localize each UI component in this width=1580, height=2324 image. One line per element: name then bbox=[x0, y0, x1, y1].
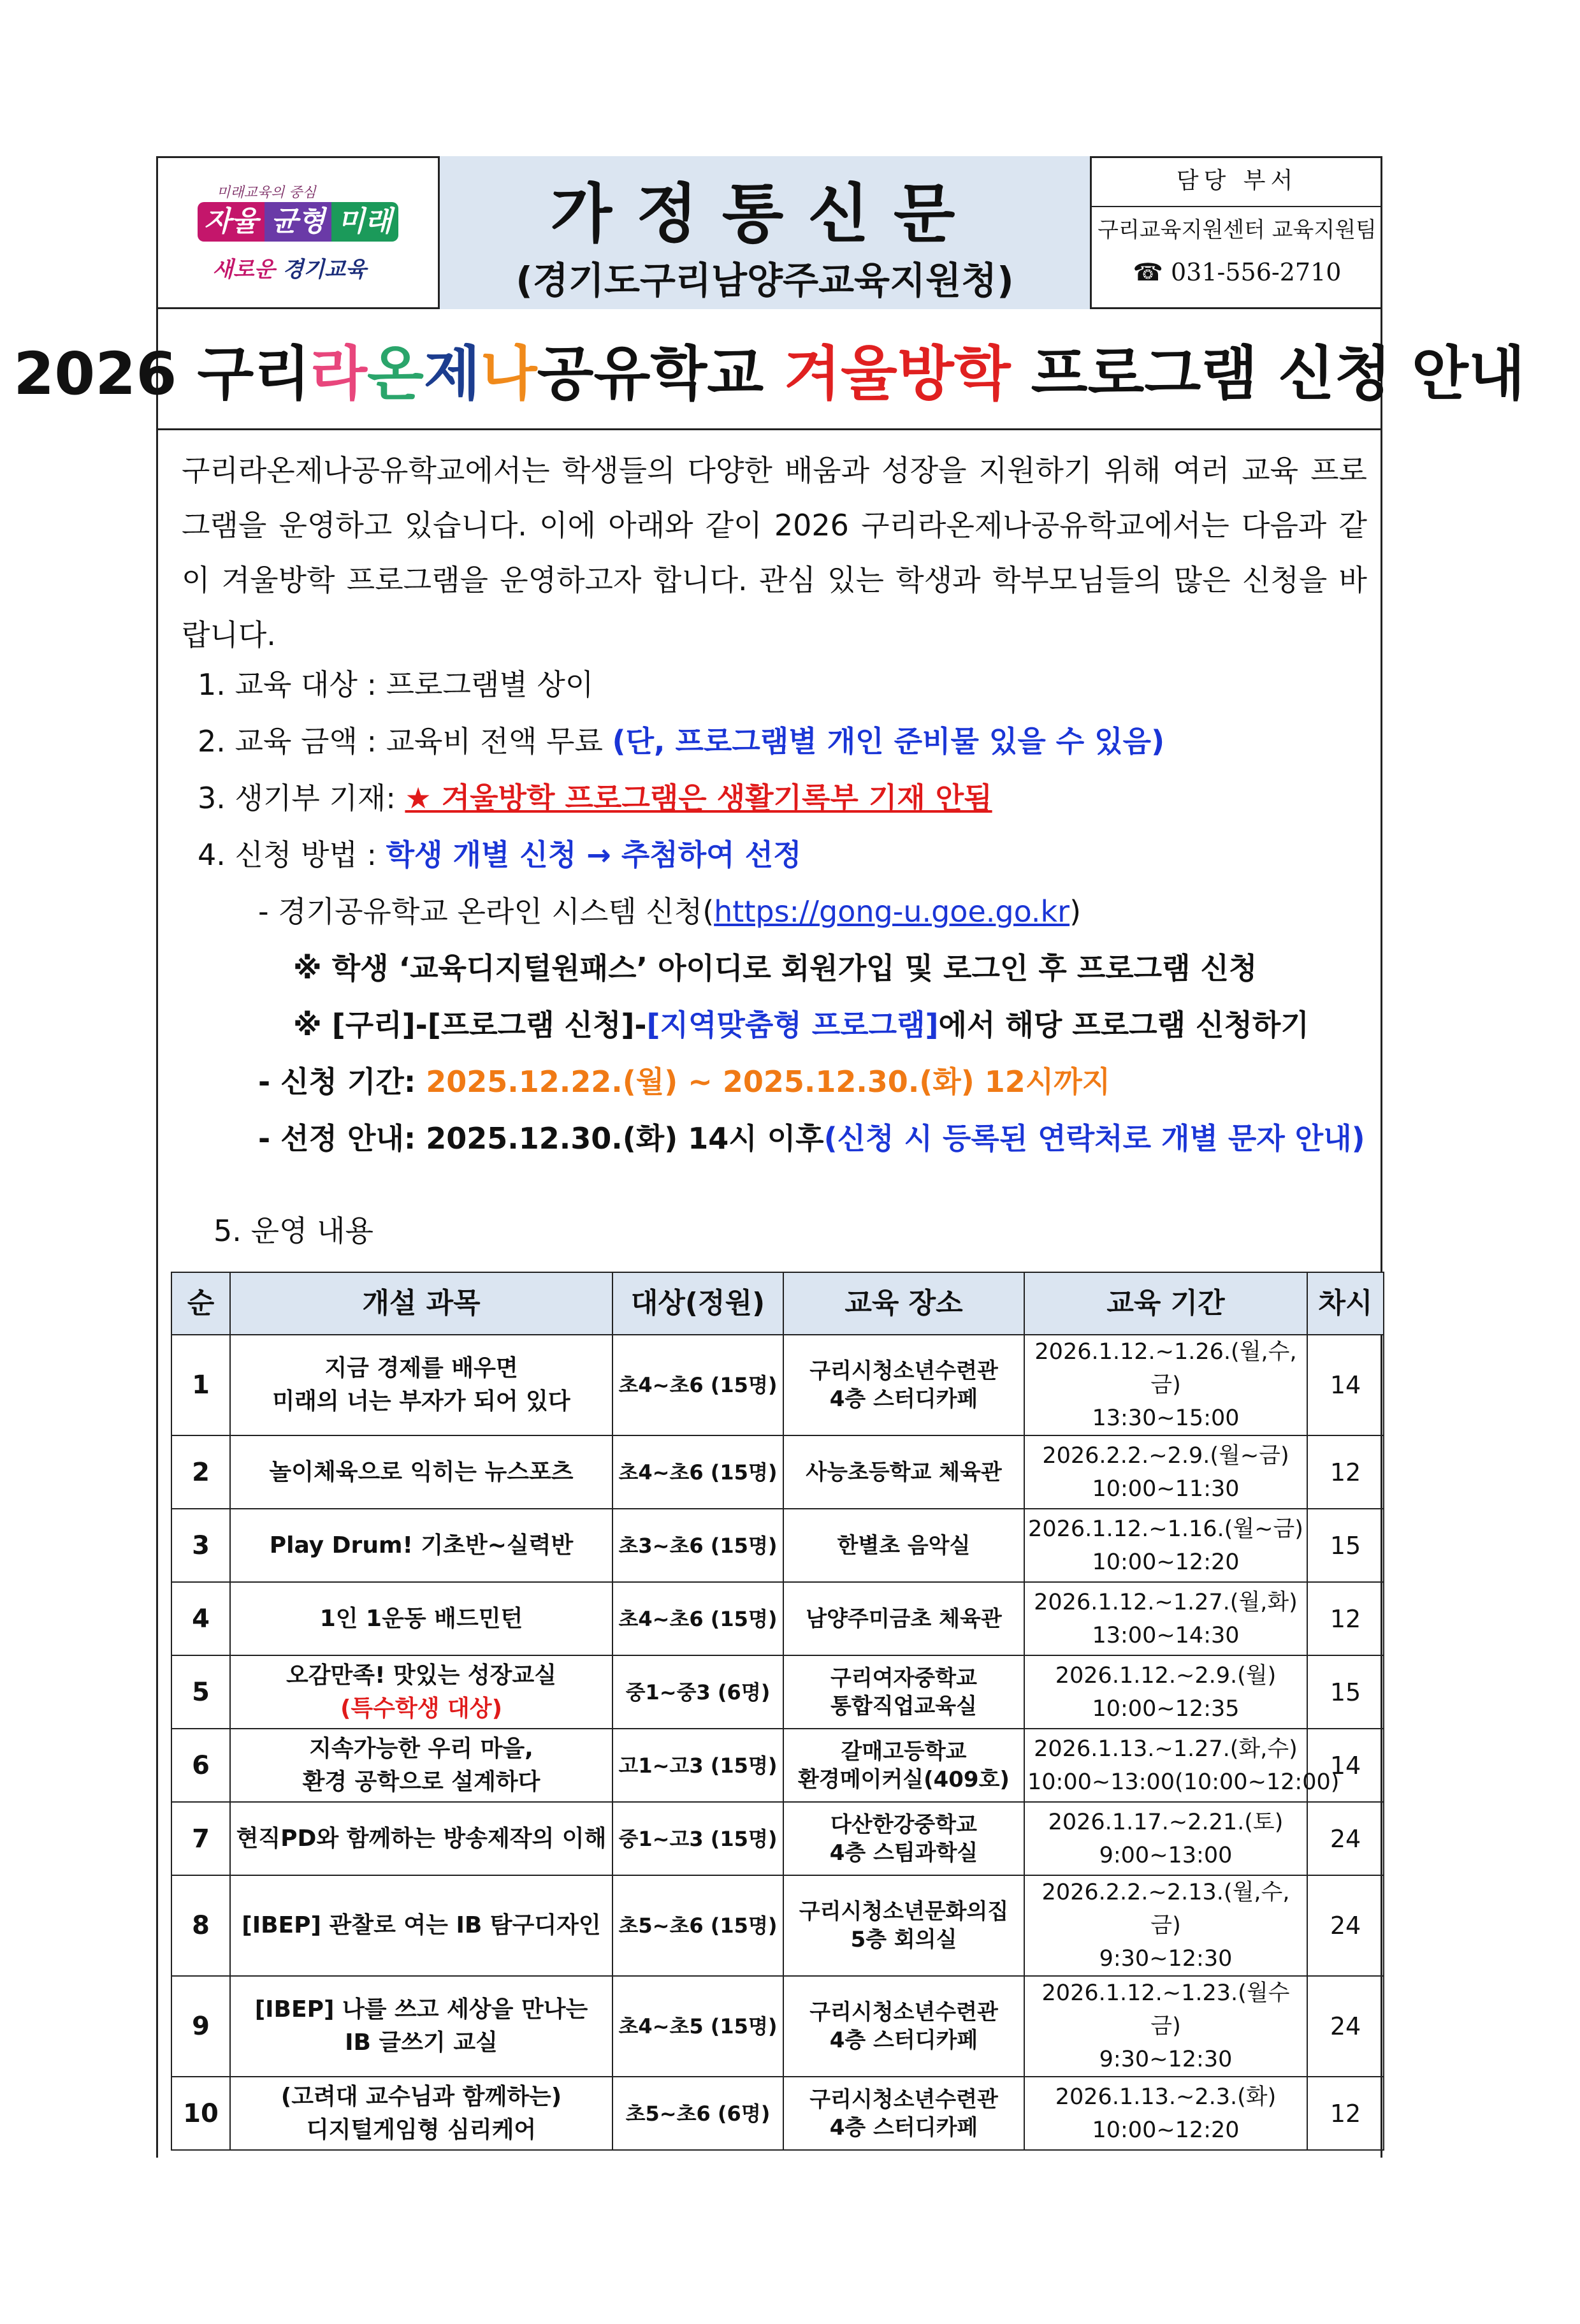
target-text: 중1~고3 (15명) bbox=[618, 1826, 778, 1851]
cell-subject bbox=[230, 1875, 612, 1976]
cell-place bbox=[783, 1976, 1024, 2077]
gong-u-link[interactable]: https://gong-u.goe.go.kr bbox=[714, 894, 1070, 929]
cell-count bbox=[1307, 1509, 1384, 1582]
headline-part: 프로그램 신청 안내 bbox=[1010, 339, 1525, 408]
gyeonggi-education-logo bbox=[156, 156, 440, 309]
cell-subject bbox=[230, 1582, 612, 1655]
cell-subject bbox=[230, 1335, 612, 1435]
col-header-target: 대상(정원) bbox=[612, 1272, 783, 1335]
session-count: 15 bbox=[1330, 1678, 1361, 1706]
letter-header bbox=[156, 156, 1382, 309]
cell-period bbox=[1024, 1435, 1307, 1509]
department-box bbox=[1092, 156, 1382, 309]
target-text: 초4~초6 (15명) bbox=[618, 1373, 778, 1397]
place-line: 한별초 음악실 bbox=[837, 1532, 971, 1558]
session-count: 15 bbox=[1330, 1531, 1361, 1560]
cell-no bbox=[171, 1335, 230, 1435]
subject-note: (특수학생 대상) bbox=[340, 1695, 503, 1722]
cell-subject bbox=[230, 1435, 612, 1509]
place-line: 5층 회의실 bbox=[850, 1927, 957, 1952]
period-dates: 2026.1.13.~2.3.(화) bbox=[1055, 2084, 1277, 2110]
page-title: 가정통신문 bbox=[550, 177, 980, 251]
subject-line: Play Drum! 기초반~실력반 bbox=[269, 1532, 574, 1558]
cell-place bbox=[783, 1729, 1024, 1802]
place-line: 구리시청소년문화의집 bbox=[799, 1899, 1009, 1924]
department-name: 구리교육지원센터 교육지원팀 bbox=[1098, 217, 1377, 243]
cell-period bbox=[1024, 1729, 1340, 1802]
cell-target bbox=[612, 1435, 783, 1509]
period-time: 13:30~15:00 bbox=[1092, 1405, 1240, 1431]
subject-line: 오감만족! 맛있는 성장교실 bbox=[286, 1662, 557, 1689]
period-dates: 2026.1.13.~1.27.(화,수) bbox=[1034, 1736, 1298, 1762]
page-subtitle: (경기도구리남양주교육지원청) bbox=[516, 259, 1014, 302]
period-dates: 2026.2.2.~2.9.(월~금) bbox=[1042, 1442, 1289, 1469]
place-line: 다산한강중학교 bbox=[830, 1812, 977, 1838]
cell-target bbox=[612, 1729, 783, 1802]
place-line: 구리시청소년수련관 bbox=[809, 2086, 998, 2112]
cell-no bbox=[171, 1802, 230, 1875]
sub-selection: - 선정 안내: 2025.12.30.(화) 14시 이후(신청 시 등록된 연락처로 개별 문자 안내) bbox=[258, 1121, 1365, 1156]
row-number: 1 bbox=[192, 1370, 210, 1400]
cell-subject bbox=[230, 2077, 612, 2150]
cell-period bbox=[1024, 1335, 1307, 1435]
cell-count bbox=[1307, 1875, 1384, 1976]
table-row bbox=[171, 1802, 1384, 1875]
period-time: 10:00~12:20 bbox=[1092, 2117, 1240, 2143]
col-header-no: 순 bbox=[171, 1272, 230, 1335]
period-dates: 2026.1.17.~2.21.(토) bbox=[1048, 1809, 1284, 1835]
row-number: 2 bbox=[192, 1457, 210, 1487]
place-line: 구리시청소년수련관 bbox=[809, 1358, 998, 1384]
cell-count bbox=[1307, 1976, 1384, 2077]
place-line: 구리시청소년수련관 bbox=[809, 2000, 998, 2025]
cell-period bbox=[1024, 2077, 1307, 2150]
target-text: 초4~초6 (15명) bbox=[618, 1606, 778, 1631]
place-line: 사능초등학교 체육관 bbox=[806, 1459, 1002, 1485]
cell-target bbox=[612, 1655, 783, 1729]
cell-no bbox=[171, 1729, 230, 1802]
period-time: 10:00~12:35 bbox=[1092, 1696, 1240, 1722]
place-line: 남양주미금초 체육관 bbox=[806, 1606, 1002, 1632]
period-dates: 2026.1.12.~2.9.(월) bbox=[1055, 1662, 1277, 1689]
telephone-icon: ☎ bbox=[1133, 258, 1163, 286]
period-time: 10:00~12:20 bbox=[1092, 1549, 1240, 1575]
target-text: 고1~고3 (15명) bbox=[618, 1753, 778, 1778]
headline bbox=[13, 309, 1525, 430]
logo-words bbox=[198, 202, 398, 243]
headline-je: 제 bbox=[423, 339, 481, 408]
cell-subject bbox=[230, 1729, 612, 1802]
period-dates: 2026.2.2.~2.13.(월,수,금) bbox=[1041, 1880, 1290, 1938]
subject-line: 지속가능한 우리 마을, bbox=[309, 1735, 533, 1762]
cell-no bbox=[171, 1875, 230, 1976]
place-line: 통합직업교육실 bbox=[830, 1693, 977, 1719]
cell-period bbox=[1024, 1875, 1307, 1976]
place-line: 4층 스터디카페 bbox=[829, 2028, 978, 2053]
phone-number: 031-556-2710 bbox=[1170, 258, 1342, 286]
sub-online-system: - 경기공유학교 온라인 시스템 신청(https://gong-u.goe.go.kr) bbox=[258, 894, 1082, 929]
cell-target bbox=[612, 1509, 783, 1582]
cell-count bbox=[1307, 1435, 1384, 1509]
period-time: 10:00~13:00(10:00~12:00) bbox=[1027, 1769, 1340, 1795]
row-number: 10 bbox=[183, 2098, 219, 2128]
sub-note-menu: ※ [구리]-[프로그램 신청]-[지역맞춤형 프로그램]에서 해당 프로그램 신청하기 bbox=[293, 1008, 1309, 1042]
session-count: 12 bbox=[1330, 1458, 1361, 1486]
cell-target bbox=[612, 1976, 783, 2077]
cell-period bbox=[1024, 1509, 1307, 1582]
subject-line: [IBEP] 나를 쓰고 세상을 만나는 bbox=[254, 1996, 588, 2023]
cell-place bbox=[783, 2077, 1024, 2150]
logo-slogan bbox=[212, 252, 366, 283]
place-line: 4층 스팀과학실 bbox=[829, 1840, 978, 1866]
col-header-count: 차시 bbox=[1307, 1272, 1384, 1335]
cell-count bbox=[1307, 1655, 1384, 1729]
logo-tagline: 미래교육의 중심 bbox=[217, 185, 316, 201]
target-text: 중1~중3 (6명) bbox=[625, 1680, 771, 1704]
row-number: 7 bbox=[192, 1824, 210, 1854]
subject-line: 디지털게임형 심리케어 bbox=[306, 2116, 537, 2143]
table-header-row bbox=[171, 1272, 1384, 1335]
cell-target bbox=[612, 1875, 783, 1976]
logo-word-balance: 균형 bbox=[265, 202, 331, 242]
logo-word-future: 미래 bbox=[331, 202, 398, 242]
section-title-operation: 5. 운영 내용 bbox=[214, 1214, 373, 1248]
cell-place bbox=[783, 1802, 1024, 1875]
target-text: 초4~초5 (15명) bbox=[618, 2014, 778, 2038]
headline-accent: 겨울방학 bbox=[784, 339, 1011, 408]
item-record: 3. 생기부 기재: ★ 겨울방학 프로그램은 생활기록부 기재 안됨 bbox=[198, 781, 992, 815]
cell-target bbox=[612, 2077, 783, 2150]
item-method: 4. 신청 방법 : 학생 개별 신청 → 추첨하여 선정 bbox=[198, 838, 802, 872]
logo-word-autonomy: 자율 bbox=[198, 202, 265, 242]
place-line: 4층 스터디카페 bbox=[829, 1386, 978, 1412]
session-count: 12 bbox=[1330, 2099, 1361, 2128]
subject-line: 놀이체육으로 익히는 뉴스포츠 bbox=[269, 1458, 574, 1485]
headline-on: 온 bbox=[366, 339, 424, 408]
cell-no bbox=[171, 2077, 230, 2150]
col-header-subject: 개설 과목 bbox=[230, 1272, 612, 1335]
intro-paragraph: 구리라온제나공유학교에서는 학생들의 다양한 배움과 성장을 지원하기 위해 여러 교육 프로그램을 운영하고 있습니다. 이에 아래와 같이 2026 구리라온제나공유학교에서는 다음과 같이 겨울방학 프로그램을 운영하고자 합니다. 관심 있는 학생과 학부모님들의 많은 신청을 바랍니다. bbox=[182, 453, 1367, 652]
session-count: 24 bbox=[1330, 2012, 1361, 2040]
program-table bbox=[171, 1272, 1384, 2151]
cell-count bbox=[1307, 1335, 1384, 1435]
cell-no bbox=[171, 1655, 230, 1729]
logo-slogan-b: 경기교육 bbox=[282, 257, 366, 282]
row-number: 3 bbox=[192, 1530, 210, 1560]
col-header-period: 교육 기간 bbox=[1024, 1272, 1307, 1335]
table-row bbox=[171, 1582, 1384, 1655]
table-row bbox=[171, 1976, 1384, 2077]
sub-period: - 신청 기간: 2025.12.22.(월) ~ 2025.12.30.(화) 12시까지 bbox=[258, 1064, 1111, 1099]
session-count: 12 bbox=[1330, 1604, 1361, 1633]
cell-place bbox=[783, 1875, 1024, 1976]
item-target: 1. 교육 대상 : 프로그램별 상이 bbox=[198, 667, 594, 702]
info-list bbox=[198, 657, 1383, 1167]
headline-part: 2026 구리 bbox=[13, 339, 311, 408]
cell-place bbox=[783, 1655, 1024, 1729]
cell-target bbox=[612, 1582, 783, 1655]
cell-count bbox=[1307, 2077, 1384, 2150]
subject-line: (고려대 교수님과 함께하는) bbox=[280, 2083, 562, 2110]
target-text: 초4~초6 (15명) bbox=[618, 1460, 778, 1485]
place-line: 환경메이커실(409호) bbox=[798, 1766, 1010, 1792]
place-line: 갈매고등학교 bbox=[841, 1738, 967, 1764]
cell-period bbox=[1024, 1655, 1307, 1729]
cell-place bbox=[783, 1335, 1024, 1435]
table-row bbox=[171, 1875, 1384, 1976]
row-number: 9 bbox=[192, 2012, 210, 2041]
cell-no bbox=[171, 1509, 230, 1582]
session-count: 14 bbox=[1330, 1751, 1361, 1780]
cell-target bbox=[612, 1802, 783, 1875]
period-time: 10:00~11:30 bbox=[1092, 1476, 1240, 1502]
headline-part: 공유학교 bbox=[537, 339, 785, 408]
item-fee: 2. 교육 금액 : 교육비 전액 무료 (단, 프로그램별 개인 준비물 있을 수 있음) bbox=[198, 724, 1165, 759]
period-time: 9:30~12:30 bbox=[1099, 2047, 1233, 2072]
cell-place bbox=[783, 1435, 1024, 1509]
headline-ra: 라 bbox=[310, 339, 367, 408]
row-number: 6 bbox=[192, 1750, 210, 1780]
subject-line: 미래의 너는 부자가 되어 있다 bbox=[272, 1388, 570, 1414]
session-count: 24 bbox=[1330, 1824, 1361, 1853]
cell-period bbox=[1024, 1976, 1307, 2077]
subject-line: 현직PD와 함께하는 방송제작의 이해 bbox=[236, 1825, 607, 1852]
cell-count bbox=[1307, 1802, 1384, 1875]
table-row bbox=[171, 2077, 1384, 2150]
cell-subject bbox=[230, 1655, 612, 1729]
row-number: 8 bbox=[192, 1911, 210, 1940]
cell-subject bbox=[230, 1976, 612, 2077]
period-dates: 2026.1.12.~1.26.(월,수,금) bbox=[1034, 1339, 1297, 1398]
subject-line: 1인 1운동 배드민턴 bbox=[319, 1605, 523, 1632]
session-count: 24 bbox=[1330, 1912, 1361, 1940]
row-number: 4 bbox=[192, 1604, 210, 1634]
headline-na: 나 bbox=[480, 339, 537, 408]
cell-place bbox=[783, 1509, 1024, 1582]
cell-no bbox=[171, 1582, 230, 1655]
target-text: 초5~초6 (6명) bbox=[625, 2101, 771, 2126]
cell-target bbox=[612, 1335, 783, 1435]
subject-line: IB 글쓰기 교실 bbox=[345, 2030, 498, 2056]
period-time: 9:00~13:00 bbox=[1099, 1842, 1233, 1868]
subject-line: 지금 경제를 배우면 bbox=[324, 1355, 518, 1381]
subject-line: [IBEP] 관찰로 여는 IB 탐구디자인 bbox=[242, 1912, 601, 1938]
cell-count bbox=[1307, 1582, 1384, 1655]
table-row bbox=[171, 1509, 1384, 1582]
row-number: 5 bbox=[192, 1677, 210, 1707]
table-row bbox=[171, 1335, 1384, 1435]
cell-no bbox=[171, 1976, 230, 2077]
cell-period bbox=[1024, 1802, 1307, 1875]
table-row bbox=[171, 1655, 1384, 1729]
table-row bbox=[171, 1729, 1384, 1802]
table-row bbox=[171, 1435, 1384, 1509]
col-header-place: 교육 장소 bbox=[783, 1272, 1024, 1335]
department-phone bbox=[1092, 258, 1382, 286]
place-line: 구리여자중학교 bbox=[830, 1665, 977, 1691]
period-dates: 2026.1.12.~1.27.(월,화) bbox=[1034, 1589, 1298, 1615]
period-time: 9:30~12:30 bbox=[1099, 1946, 1233, 1972]
cell-place bbox=[783, 1582, 1024, 1655]
place-line: 4층 스터디카페 bbox=[829, 2114, 978, 2140]
target-text: 초5~초6 (15명) bbox=[618, 1914, 778, 1938]
sub-note-login: ※ 학생 ‘교육디지털원패스’ 아이디로 회원가입 및 로그인 후 프로그램 신청 bbox=[293, 951, 1257, 985]
title-box bbox=[440, 156, 1092, 309]
logo-slogan-a: 새로운 bbox=[212, 257, 275, 282]
period-time: 13:00~14:30 bbox=[1092, 1622, 1240, 1648]
department-label: 담당 부서 bbox=[1092, 156, 1382, 207]
period-dates: 2026.1.12.~1.16.(월~금) bbox=[1028, 1516, 1303, 1542]
session-count: 14 bbox=[1330, 1371, 1361, 1399]
cell-period bbox=[1024, 1582, 1307, 1655]
target-text: 초3~초6 (15명) bbox=[618, 1533, 778, 1558]
period-dates: 2026.1.12.~1.23.(월수금) bbox=[1041, 1980, 1290, 2039]
cell-no bbox=[171, 1435, 230, 1509]
subject-line: 환경 공학으로 설계하다 bbox=[302, 1768, 540, 1795]
cell-subject bbox=[230, 1509, 612, 1582]
cell-subject bbox=[230, 1802, 612, 1875]
